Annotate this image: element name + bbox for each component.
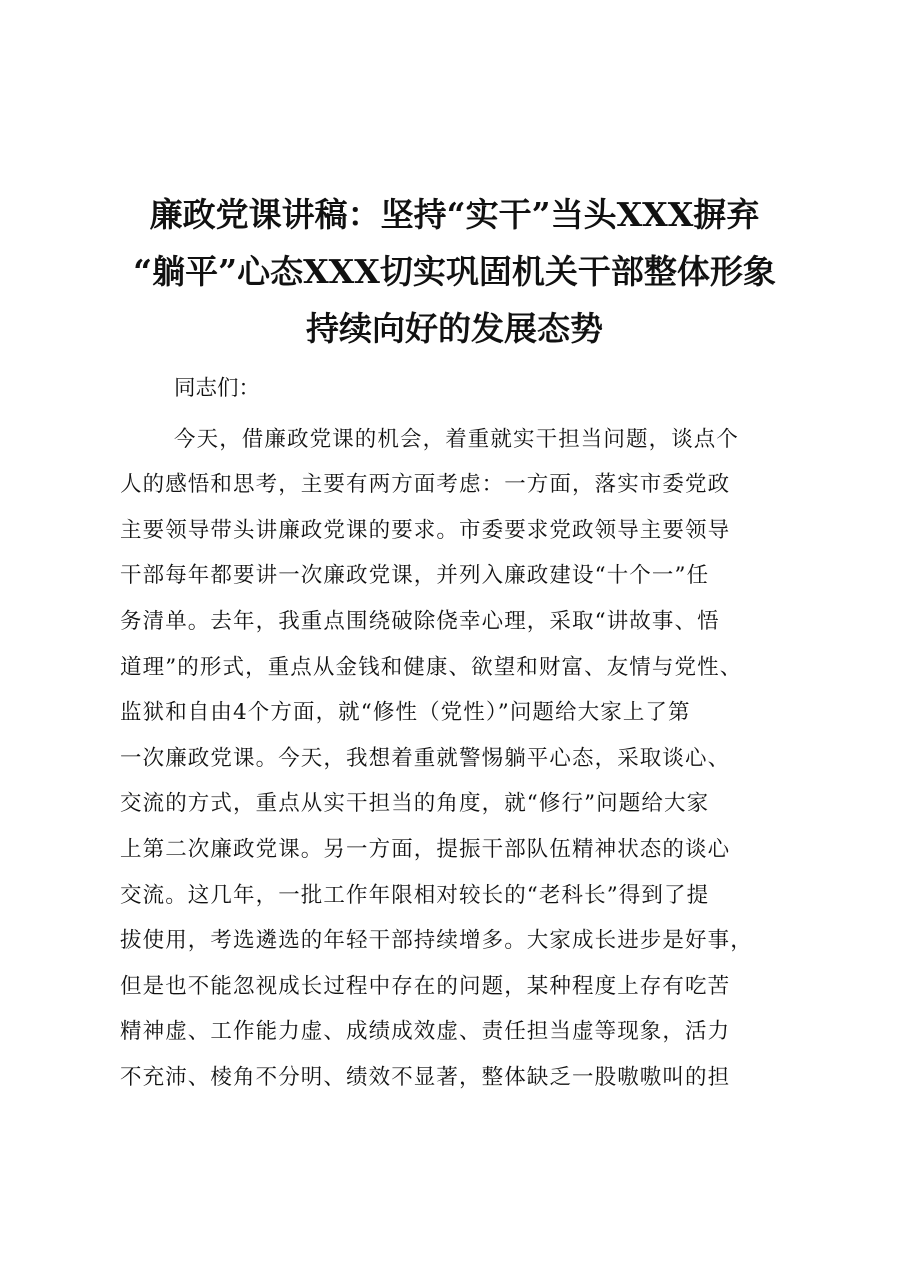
- paragraph-line: 不充沛、棱角不分明、绩效不显著，整体缺乏一股嗷嗷叫的担: [120, 1064, 731, 1090]
- paragraph-line: 交流。这几年，一批工作年限相对较长的“老科长”得到了提: [120, 882, 710, 908]
- paragraph-line: 上第二次廉政党课。另一方面，提振干部队伍精神状态的谈心: [120, 836, 731, 862]
- salutation: 同志们：: [174, 376, 261, 401]
- paragraph: [120, 417, 796, 1101]
- paragraph-line: 交流的方式，重点从实干担当的角度，就“修行”问题给大家: [120, 791, 710, 817]
- title-line-1: 廉政党课讲稿：坚持“实干”当头XXX摒弃: [149, 195, 760, 234]
- title-line-2: “躺平”心态XXX切实巩固机关干部整体形象: [133, 252, 776, 291]
- document-title: [100, 186, 809, 357]
- paragraph-line: 主要领导带头讲廉政党课的要求。市委要求党政领导主要领导: [120, 517, 731, 543]
- paragraph-line: 一次廉政党课。今天，我想着重就警惕躺平心态，采取谈心、: [120, 745, 731, 771]
- paragraph-line: 但是也不能忽视成长过程中存在的问题，某种程度上存有吃苦: [120, 973, 731, 999]
- paragraph-line: 道理”的形式，重点从金钱和健康、欲望和财富、友情与党性、: [120, 654, 743, 680]
- paragraph-line: 监狱和自由4个方面，就“修性（党性）”问题给大家上了第: [120, 700, 691, 726]
- paragraph-line: 拔使用，考选遴选的年轻干部持续增多。大家成长进步是好事，: [120, 928, 753, 954]
- document-body: [120, 366, 796, 1101]
- paragraph-line: 人的感悟和思考，主要有两方面考虑：一方面，落实市委党政: [120, 472, 731, 498]
- paragraph-line: 今天，借廉政党课的机会，着重就实干担当问题，谈点个: [174, 426, 740, 452]
- paragraph-line: 干部每年都要讲一次廉政党课，并列入廉政建设“十个一”任: [120, 563, 710, 589]
- title-line-3: 持续向好的发展态势: [306, 309, 603, 348]
- paragraph-line: 精神虚、工作能力虚、成绩成效虚、责任担当虚等现象，活力: [120, 1019, 731, 1045]
- paragraph-line: 务清单。去年，我重点围绕破除侥幸心理，采取“讲故事、悟: [120, 608, 720, 634]
